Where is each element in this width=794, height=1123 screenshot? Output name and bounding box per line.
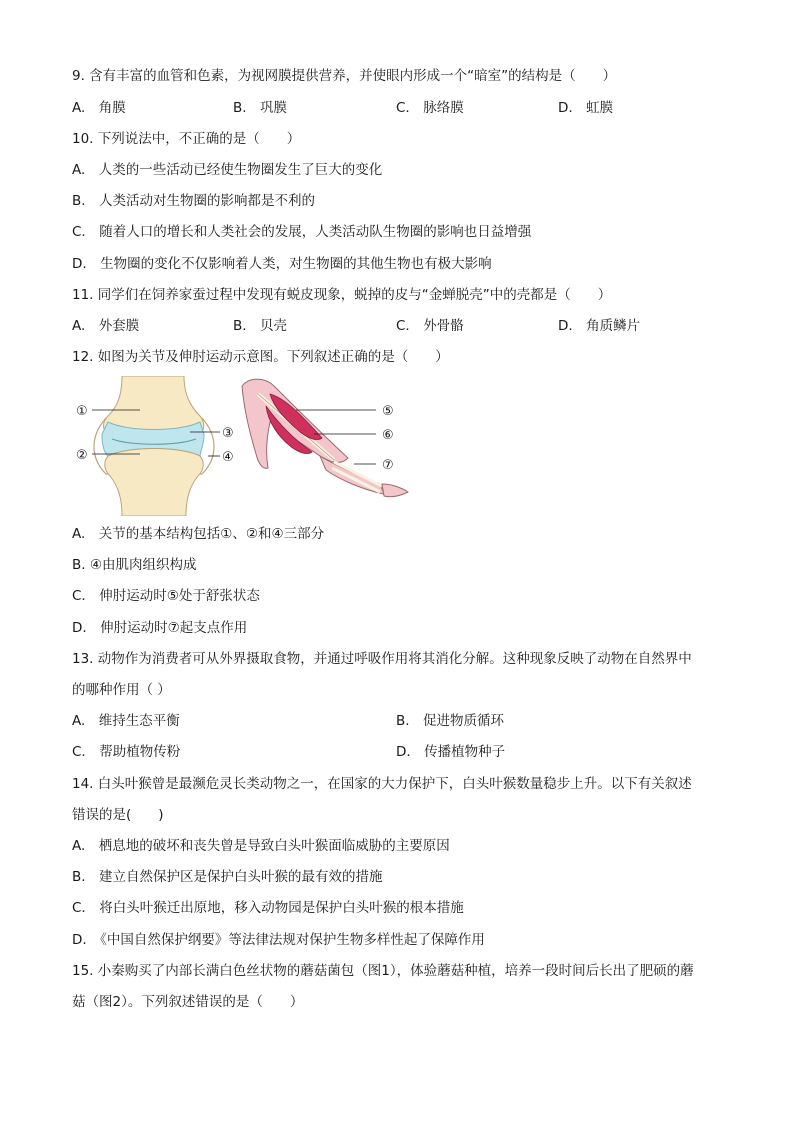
q12-option-a[interactable]: A. 关节的基本结构包括①、②和④三部分 (72, 526, 325, 542)
joint-diagram (72, 376, 252, 516)
q11-option-b[interactable]: B. 贝壳 (233, 318, 288, 334)
q13-option-c[interactable]: C. 帮助植物传粉 (72, 744, 181, 760)
question-15-stem-line-1: 15. 小秦购买了内部长满白色丝状物的蘑菇菌包（图1），体验蘑菇种植，培养一段时间后长出了肥硕的蘑 (72, 963, 694, 979)
question-14-stem-line-2: 错误的是( ) (72, 807, 164, 823)
question-13-stem-line-2: 的哪种作用（ ） (72, 682, 171, 698)
q10-option-d[interactable]: D. 生物圈的变化不仅影响着人类，对生物圈的其他生物也有极大影响 (72, 256, 492, 272)
q13-option-b[interactable]: B. 促进物质循环 (396, 713, 505, 729)
hand (382, 484, 408, 497)
question-9-stem: 9. 含有丰富的血管和色素，为视网膜提供营养，并使眼内形成一个“暗室”的结构是（ ） (72, 68, 617, 84)
q14-option-b[interactable]: B. 建立自然保护区是保护白头叶猴的最有效的措施 (72, 869, 383, 885)
q9-option-a[interactable]: A. 角膜 (72, 100, 126, 116)
label-5: ⑤ (382, 404, 394, 419)
question-11-stem: 11. 同学们在饲养家蚕过程中发现有蜕皮现象，蜕掉的皮与“金蝉脱壳”中的壳都是（ ） (72, 287, 612, 303)
q12-option-b[interactable]: B. ④由肌肉组织构成 (72, 557, 197, 573)
question-15-stem-line-2: 菇（图2）。下列叙述错误的是（ ） (72, 994, 304, 1010)
q13-option-d[interactable]: D. 传播植物种子 (396, 744, 506, 760)
q13-option-a[interactable]: A. 维持生态平衡 (72, 713, 180, 729)
q10-option-b[interactable]: B. 人类活动对生物圈的影响都是不利的 (72, 193, 316, 209)
q11-option-d[interactable]: D. 角质鳞片 (558, 318, 641, 334)
question-10-stem: 10. 下列说法中，不正确的是（ ） (72, 131, 301, 147)
q14-option-d[interactable]: D. 《中国自然保护纲要》等法律法规对保护生物多样性起了保障作用 (72, 932, 485, 948)
q9-option-c[interactable]: C. 脉络膜 (396, 100, 464, 116)
label-7: ⑦ (382, 458, 394, 473)
lower-bone (105, 449, 203, 517)
elbow-extension-diagram (236, 376, 416, 516)
question-12-stem: 12. 如图为关节及伸肘运动示意图。下列叙述正确的是（ ） (72, 349, 449, 365)
question-13-stem-line-1: 13. 动物作为消费者可从外界摄取食物，并通过呼吸作用将其消化分解。这种现象反映了动物在自然界中 (72, 651, 692, 667)
q14-option-a[interactable]: A. 栖息地的破坏和丧失曾是导致白头叶猴面临威胁的主要原因 (72, 838, 450, 854)
q9-option-b[interactable]: B. 巩膜 (233, 100, 288, 116)
q10-option-c[interactable]: C. 随着人口的增长和人类社会的发展，人类活动队生物圈的影响也日益增强 (72, 224, 532, 240)
label-3: ③ (222, 426, 234, 441)
q10-option-a[interactable]: A. 人类的一些活动已经使生物圈发生了巨大的变化 (72, 162, 383, 178)
q11-option-a[interactable]: A. 外套膜 (72, 318, 140, 334)
q9-option-d[interactable]: D. 虹膜 (558, 100, 614, 116)
q14-option-c[interactable]: C. 将白头叶猴迁出原地，移入动物园是保护白头叶猴的根本措施 (72, 900, 464, 916)
q11-option-c[interactable]: C. 外骨骼 (396, 318, 464, 334)
label-4: ④ (222, 450, 234, 465)
question-14-stem-line-1: 14. 白头叶猴曾是最濒危灵长类动物之一，在国家的大力保护下，白头叶猴数量稳步上升。以下有关叙述 (72, 776, 692, 792)
q12-option-c[interactable]: C. 伸肘运动时⑤处于舒张状态 (72, 588, 260, 604)
label-2: ② (76, 448, 88, 463)
label-1: ① (76, 404, 88, 419)
q12-option-d[interactable]: D. 伸肘运动时⑦起支点作用 (72, 620, 248, 636)
label-6: ⑥ (382, 428, 394, 443)
upper-bone (104, 376, 204, 434)
